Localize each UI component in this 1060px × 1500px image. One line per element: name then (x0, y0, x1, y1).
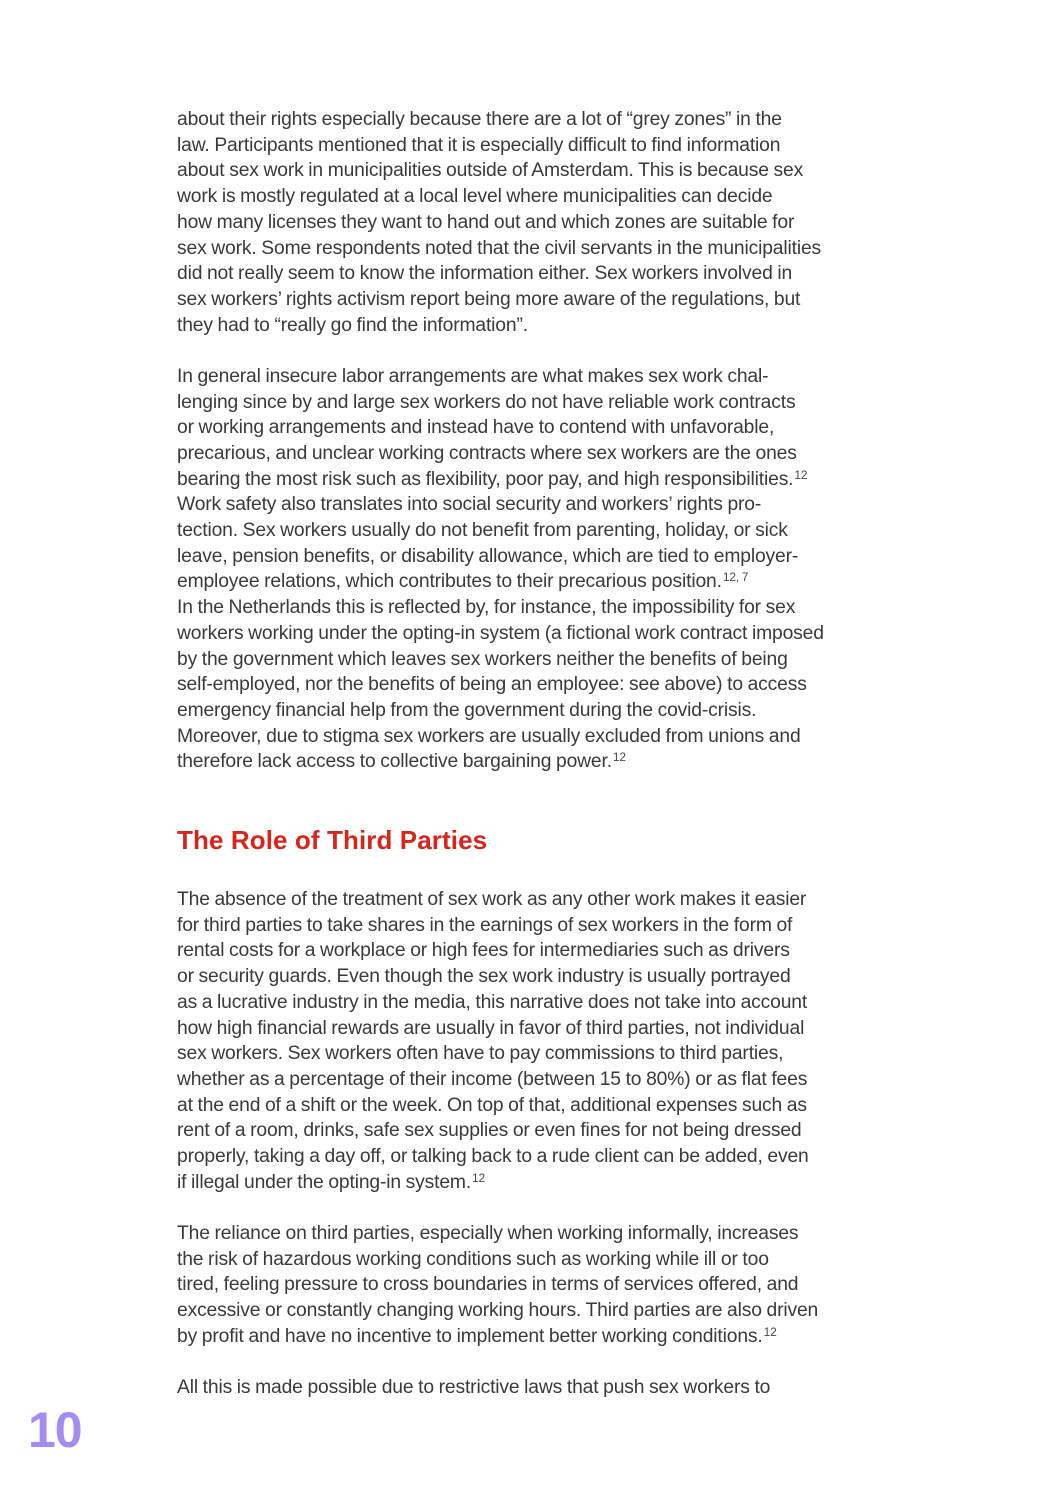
line-text: employee relations, which contributes to their precarious position. (177, 571, 722, 593)
text-line: properly, taking a day off, or talking back to a rude client can be added, even (177, 1146, 809, 1168)
text-line (177, 1170, 889, 1196)
text-line: at the end of a shift or the week. On top of that, additional expenses such as (177, 1094, 807, 1116)
text-line: In the Netherlands this is reflected by, for instance, the impossibility for sex (177, 597, 796, 619)
text-line: the risk of hazardous working conditions such as working while ill or too (177, 1248, 769, 1270)
footnote-ref: 12 (763, 1324, 777, 1339)
text-line: emergency financial help from the government during the covid-crisis. (177, 699, 757, 721)
line-text: bearing the most risk such as flexibility, poor pay, and high responsibilities. (177, 468, 794, 490)
text-line: sex workers’ rights activism report being more aware of the regulations, but (177, 288, 801, 310)
page-number: 10 (28, 1402, 82, 1458)
text-line: how many licenses they want to hand out and which zones are suitable for (177, 211, 795, 233)
text-line: sex work. Some respondents noted that the civil servants in the municipalities (177, 237, 822, 259)
text-line: The absence of the treatment of sex work as any other work makes it easier (177, 889, 807, 911)
text-line (177, 467, 889, 493)
text-line: self-employed, nor the benefits of being an employee: see above) to access (177, 674, 807, 696)
text-line: All this is made possible due to restrictive laws that push sex workers to (177, 1377, 771, 1399)
section-heading: The Role of Third Parties (177, 825, 488, 856)
footnote-ref: 12 (612, 750, 626, 765)
text-line: whether as a percentage of their income (between 15 to 80%) or as flat fees (177, 1069, 808, 1090)
footnote-ref: 12, 7 (722, 570, 749, 585)
text-line (177, 1324, 889, 1350)
text-line: lenging since by and large sex workers do not have reliable work contracts (177, 391, 796, 413)
line-text: by profit and have no incentive to implement better working conditions. (177, 1325, 763, 1347)
text-line: precarious, and unclear working contracts where sex workers are the ones (177, 442, 797, 464)
text-line: they had to “really go find the information”. (177, 314, 528, 336)
text-line: as a lucrative industry in the media, this narrative does not take into account (177, 991, 808, 1013)
text-line: leave, pension benefits, or disability allowance, which are tied to employer- (177, 545, 799, 567)
text-line: about their rights especially because there are a lot of “grey zones” in the (177, 109, 782, 130)
body-paragraph (177, 364, 889, 775)
text-line: Moreover, due to stigma sex workers are usually excluded from unions and (177, 725, 801, 747)
page-content (177, 107, 889, 1401)
text-line: work is mostly regulated at a local level where municipalities can decide (177, 186, 773, 208)
text-line: sex workers. Sex workers often have to pay commissions to third parties, (177, 1043, 784, 1065)
text-line: law. Participants mentioned that it is especially difficult to find information (177, 134, 781, 156)
text-line: did not really seem to know the information either. Sex workers involved in (177, 263, 793, 285)
text-line: tection. Sex workers usually do not benefit from parenting, holiday, or sick (177, 520, 788, 542)
text-line: rental costs for a workplace or high fees for intermediaries such as drivers (177, 940, 790, 962)
text-line: by the government which leaves sex workers neither the benefits of being (177, 648, 788, 670)
text-line: about sex work in municipalities outside of Amsterdam. This is because sex (177, 160, 804, 182)
footnote-ref: 12 (794, 467, 808, 482)
text-line (177, 569, 889, 595)
text-line: tired, feeling pressure to cross boundaries in terms of services offered, and (177, 1274, 799, 1296)
text-line: Work safety also translates into social security and workers’ rights pro- (177, 494, 762, 516)
line-text: therefore lack access to collective bargaining power. (177, 751, 612, 773)
text-line: how high financial rewards are usually in favor of third parties, not individual (177, 1017, 805, 1039)
body-paragraph (177, 1221, 889, 1350)
line-text: if illegal under the opting-in system. (177, 1171, 472, 1193)
text-line: excessive or constantly changing working hours. Third parties are also driven (177, 1300, 819, 1322)
body-paragraph (177, 887, 889, 1195)
footnote-ref: 12 (472, 1170, 486, 1185)
text-line (177, 749, 889, 775)
body-paragraph (177, 107, 889, 338)
text-line: for third parties to take shares in the earnings of sex workers in the form of (177, 914, 793, 936)
text-line: or security guards. Even though the sex work industry is usually portrayed (177, 966, 791, 988)
text-line: rent of a room, drinks, safe sex supplies or even fines for not being dressed (177, 1120, 802, 1142)
text-line: In general insecure labor arrangements are what makes sex work chal- (177, 365, 769, 387)
body-paragraph (177, 1375, 889, 1401)
text-line: workers working under the opting-in system (a fictional work contract imposed (177, 622, 824, 644)
text-line: or working arrangements and instead have to contend with unfavorable, (177, 417, 775, 439)
text-line: The reliance on third parties, especially when working informally, increases (177, 1223, 799, 1245)
